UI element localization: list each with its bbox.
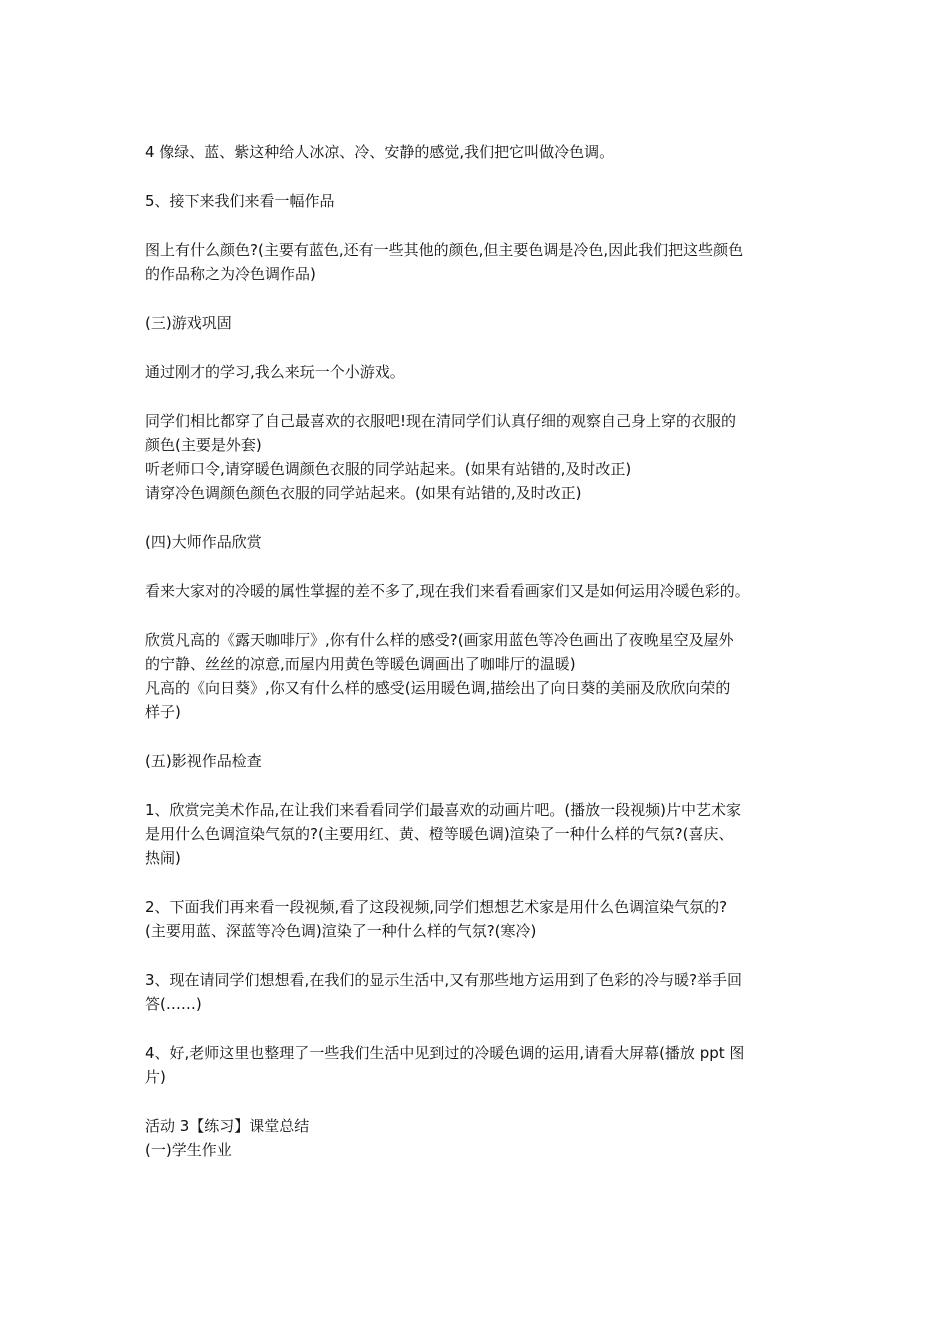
text-line: 样子) xyxy=(145,703,181,721)
text-line: 1、欣赏完美术作品,在让我们来看看同学们最喜欢的动画片吧。(播放一段视频)片中艺术家 xyxy=(145,801,742,819)
paragraph-look-at-work xyxy=(145,189,810,213)
text-line: 凡高的《向日葵》,你又有什么样的感受(运用暖色调,描绘出了向日葵的美丽及欣欣向荣的 xyxy=(145,679,731,697)
text-line: 片) xyxy=(145,1068,166,1086)
text-line: 欣赏凡高的《露天咖啡厅》,你有什么样的感受?(画家用蓝色等冷色画出了夜晚星空及屋外 xyxy=(145,631,734,649)
text-line: 的作品称之为冷色调作品) xyxy=(145,265,316,283)
text-line: (四)大师作品欣赏 xyxy=(145,533,262,551)
text-line: 2、下面我们再来看一段视频,看了这段视频,同学们想想艺术家是用什么色调渲染气氛的? xyxy=(145,898,728,916)
paragraph-activity-summary xyxy=(145,1114,810,1162)
paragraph-film-item-4 xyxy=(145,1041,810,1089)
paragraph-van-gogh xyxy=(145,628,810,724)
section-heading-film-works xyxy=(145,749,810,773)
document-body xyxy=(145,140,810,1162)
text-line: 4 像绿、蓝、紫这种给人冰凉、冷、安静的感觉,我们把它叫做冷色调。 xyxy=(145,143,615,161)
paragraph-cool-color-definition xyxy=(145,140,810,164)
text-line: 答(……) xyxy=(145,995,202,1013)
section-heading-game xyxy=(145,311,810,335)
text-line: (主要用蓝、深蓝等冷色调)渲染了一种什么样的气氛?(寒冷) xyxy=(145,922,537,940)
text-line: 看来大家对的冷暖的属性掌握的差不多了,现在我们来看看画家们又是如何运用冷暖色彩的。 xyxy=(145,582,750,600)
text-line: 热闹) xyxy=(145,849,181,867)
text-line: 颜色(主要是外套) xyxy=(145,436,262,454)
text-line: 图上有什么颜色?(主要有蓝色,还有一些其他的颜色,但主要色调是冷色,因此我们把这些颜色 xyxy=(145,241,744,259)
text-line: 4、好,老师这里也整理了一些我们生活中见到过的冷暖色调的运用,请看大屏幕(播放 ppt 图 xyxy=(145,1044,745,1062)
paragraph-game-intro xyxy=(145,360,810,384)
text-line: (一)学生作业 xyxy=(145,1141,232,1159)
paragraph-master-intro xyxy=(145,579,810,603)
text-line: 的宁静、丝丝的凉意,而屋内用黄色等暖色调画出了咖啡厅的温暖) xyxy=(145,655,576,673)
paragraph-film-item-3 xyxy=(145,968,810,1016)
paragraph-film-item-2 xyxy=(145,895,810,943)
text-line: (五)影视作品检查 xyxy=(145,752,262,770)
text-line: 通过刚才的学习,我么来玩一个小游戏。 xyxy=(145,363,405,381)
text-line: 请穿冷色调颜色颜色衣服的同学站起来。(如果有站错的,及时改正) xyxy=(145,484,582,502)
text-line: 3、现在请同学们想想看,在我们的显示生活中,又有那些地方运用到了色彩的冷与暖?举手回 xyxy=(145,971,743,989)
text-line: 活动 3【练习】课堂总结 xyxy=(145,1117,310,1135)
text-line: 5、接下来我们来看一幅作品 xyxy=(145,192,335,210)
paragraph-colors-question xyxy=(145,238,810,286)
text-line: 是用什么色调渲染气氛的?(主要用红、黄、橙等暖色调)渲染了一种什么样的气氛?(喜庆、 xyxy=(145,825,734,843)
section-heading-master-works xyxy=(145,530,810,554)
paragraph-film-item-1 xyxy=(145,798,810,870)
text-line: 听老师口令,请穿暖色调颜色衣服的同学站起来。(如果有站错的,及时改正) xyxy=(145,460,632,478)
text-line: (三)游戏巩固 xyxy=(145,314,232,332)
text-line: 同学们相比都穿了自己最喜欢的衣服吧!现在清同学们认真仔细的观察自己身上穿的衣服的 xyxy=(145,412,737,430)
paragraph-game-rules xyxy=(145,409,810,505)
